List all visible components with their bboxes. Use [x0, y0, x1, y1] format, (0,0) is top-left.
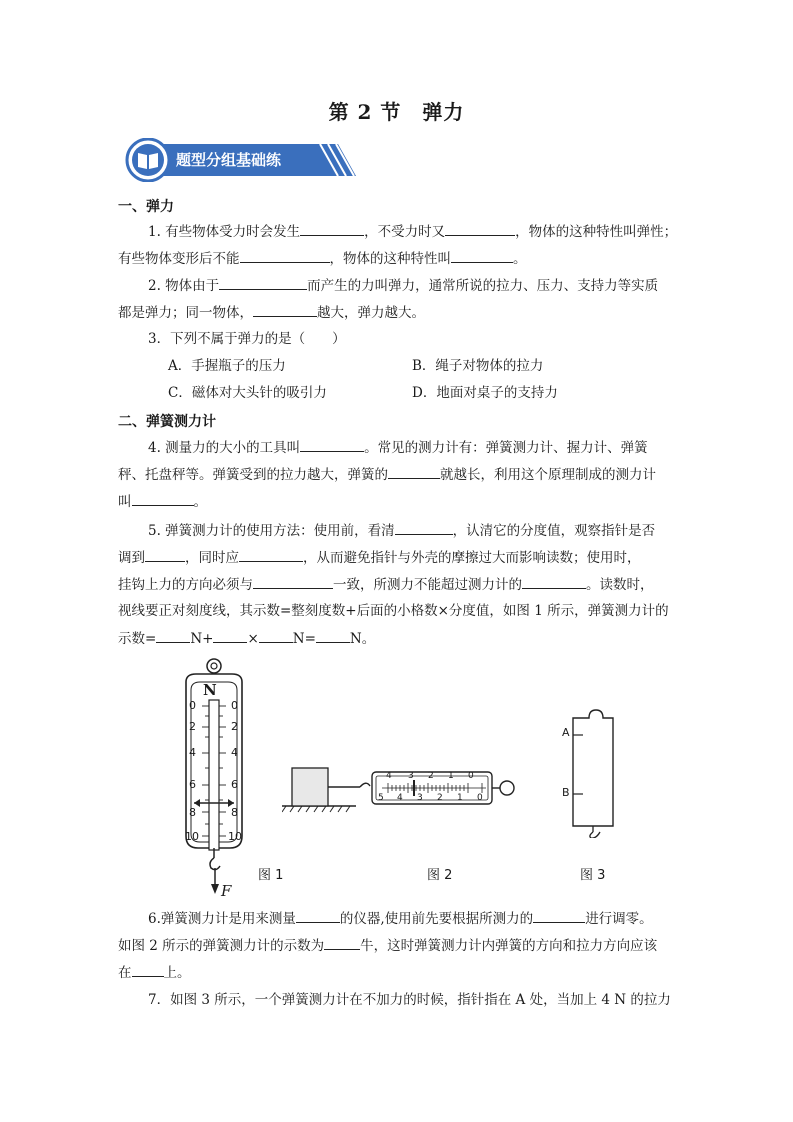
q2-blank-1[interactable]	[219, 275, 307, 290]
fig1-tick-left-10: 10	[185, 830, 199, 843]
q1-blank-2[interactable]	[445, 221, 515, 236]
book-icon	[136, 149, 160, 171]
q5-text-n: N。	[349, 631, 376, 647]
q6-blank-3[interactable]	[324, 935, 360, 950]
q5-text-h: 。读数时，	[586, 577, 654, 593]
q3-option-b[interactable]: B．绳子对物体的拉力	[412, 358, 544, 374]
q5-blank-2[interactable]	[145, 547, 185, 562]
q2-text-c: 都是弹力；同一物体，	[118, 305, 253, 321]
q5-blank-8[interactable]	[259, 628, 293, 643]
q4-text-c: 秤、托盘秤等。弹簧受到的拉力越大，弹簧的	[118, 467, 388, 483]
fig1-caption: 图 1	[258, 868, 284, 883]
q6-text-g: 上。	[163, 965, 191, 981]
question-4-line-1	[148, 437, 648, 458]
q5-text-b: ，认清它的分度值，观察指针是否	[452, 523, 656, 539]
q2-text-b: 而产生的力叫弹力，通常所说的拉力、压力、支持力等实质	[307, 278, 659, 294]
q5-text-d: ，同时应	[185, 550, 239, 566]
question-5-line-1	[148, 520, 655, 541]
fig1-tick-left-0: 0	[189, 699, 196, 712]
q6-blank-4[interactable]	[132, 962, 164, 977]
q5-blank-9[interactable]	[316, 628, 350, 643]
fig3-label-b: B	[562, 786, 570, 799]
fig1-tick-left-6: 6	[189, 778, 196, 791]
q5-blank-1[interactable]	[395, 520, 453, 535]
q5-blank-6[interactable]	[156, 628, 190, 643]
q5-text-m: N=	[292, 631, 316, 647]
q4-text-f: 。	[193, 494, 207, 510]
question-5-line-4: 视线要正对刻度线，其示数=整刻度数+后面的小格数×分度值，如图 1 所示，弹簧测力计的	[118, 603, 669, 619]
fig1-tick-left-4: 4	[189, 746, 196, 759]
q1-text-e: ，物体的这种特性叫	[329, 251, 451, 267]
q5-text-c: 调到	[118, 550, 145, 566]
q1-blank-4[interactable]	[451, 248, 513, 263]
fig1-tick-left-2: 2	[189, 720, 196, 733]
q1-blank-1[interactable]	[300, 221, 364, 236]
question-1-line-1	[148, 221, 677, 242]
q5-text-k: N+	[190, 631, 214, 647]
q5-text-a: 5. 弹簧测力计的使用方法：使用前，看清	[148, 523, 395, 539]
q1-text-a: 1. 有些物体受力时会发生	[148, 224, 301, 240]
q6-text-a: 6.弹簧测力计是用来测量	[148, 911, 296, 927]
question-3-stem: 3．下列不属于弹力的是（ ）	[148, 331, 346, 347]
question-6-line-1	[148, 908, 653, 929]
q4-text-d: 就越长，利用这个原理制成的测力计	[440, 467, 656, 483]
fig2-tick-top-0: 0	[468, 771, 474, 781]
figure-2-horizontal-scale	[282, 760, 518, 816]
fig1-tick-right-0: 0	[231, 699, 238, 712]
q1-text-d: 有些物体变形后不能	[118, 251, 240, 267]
q4-text-a: 4. 测量力的大小的工具叫	[148, 440, 301, 456]
fig3-label-a: A	[562, 726, 570, 739]
fig1-tick-left-8: 8	[189, 806, 196, 819]
fig2-tick-top-4: 4	[386, 771, 392, 781]
q5-blank-5[interactable]	[522, 574, 586, 589]
q6-blank-2[interactable]	[533, 908, 585, 923]
q4-text-b: 。常见的测力计有：弹簧测力计、握力计、弹簧	[364, 440, 648, 456]
fig1-tick-right-8: 8	[231, 806, 238, 819]
q1-text-b: ，不受力时又	[364, 224, 446, 240]
fig2-tick-bottom-0: 0	[477, 793, 483, 803]
q6-text-e: 牛，这时弹簧测力计内弹簧的方向和拉力方向应该	[360, 938, 658, 954]
fig2-tick-bottom-4: 4	[397, 793, 403, 803]
q5-text-l: ×	[247, 631, 259, 647]
fig2-tick-bottom-5: 5	[378, 793, 384, 803]
q4-blank-1[interactable]	[300, 437, 364, 452]
fig1-tick-right-6: 6	[231, 778, 238, 791]
question-4-line-2	[118, 464, 656, 485]
q3-option-a[interactable]: A．手握瓶子的压力	[168, 358, 286, 374]
q4-text-e: 叫	[118, 494, 132, 510]
fig2-tick-top-3: 3	[408, 771, 414, 781]
fig2-tick-top-2: 2	[428, 771, 434, 781]
q5-blank-7[interactable]	[213, 628, 247, 643]
fig2-caption: 图 2	[427, 868, 453, 883]
q5-blank-4[interactable]	[253, 574, 333, 589]
q6-text-c: 进行调零。	[585, 911, 653, 927]
question-2-line-2	[118, 302, 425, 323]
question-5-line-5	[118, 628, 375, 649]
fig2-tick-top-1: 1	[448, 771, 454, 781]
section-heading-spring-scale: 二、弹簧测力计	[118, 414, 216, 430]
question-6-line-2	[118, 935, 657, 956]
q3-option-c[interactable]: C．磁体对大头针的吸引力	[168, 385, 327, 401]
q3-option-d[interactable]: D．地面对桌子的支持力	[412, 385, 558, 401]
question-1-line-2	[118, 248, 527, 269]
q6-text-f: 在	[118, 965, 132, 981]
q6-text-b: 的仪器,使用前先要根据所测力的	[339, 911, 534, 927]
q4-blank-3[interactable]	[132, 491, 194, 506]
fig1-tick-right-4: 4	[231, 746, 238, 759]
q6-blank-1[interactable]	[296, 908, 340, 923]
question-7-line-1: 7．如图 3 所示，一个弹簧测力计在不加力的时候，指针指在 A 处，当加上 4 N 的拉力	[148, 992, 671, 1008]
q5-text-j: 示数=	[118, 631, 157, 647]
q5-text-g: 一致，所测力不能超过测力计的	[333, 577, 522, 593]
q1-text-c: ，物体的这种特性叫弹性；	[515, 224, 678, 240]
q1-blank-3[interactable]	[240, 248, 330, 263]
q4-blank-2[interactable]	[388, 464, 440, 479]
q2-blank-2[interactable]	[253, 302, 317, 317]
q5-text-e: ，从而避免指针与外壳的摩擦过大而影响读数；使用时，	[303, 550, 641, 566]
fig2-tick-bottom-1: 1	[457, 793, 463, 803]
q1-text-f: 。	[513, 251, 527, 267]
question-6-line-3	[118, 962, 191, 983]
q2-text-d: 越大，弹力越大。	[317, 305, 425, 321]
q2-text-a: 2. 物体由于	[148, 278, 220, 294]
banner-label: 题型分组基础练	[176, 151, 282, 169]
fig3-caption: 图 3	[580, 868, 606, 883]
fig1-force-label: F	[221, 882, 232, 900]
fig1-tick-right-10: 10	[228, 830, 242, 843]
page-title: 第 2 节 弹力	[328, 100, 465, 124]
q5-blank-3[interactable]	[239, 547, 303, 562]
fig1-unit-label: N	[203, 681, 217, 699]
fig2-tick-bottom-3: 3	[417, 793, 423, 803]
question-2-line-1	[148, 275, 658, 296]
section-heading-elasticity: 一、弹力	[118, 199, 174, 215]
fig2-tick-bottom-2: 2	[437, 793, 443, 803]
q6-text-d: 如图 2 所示的弹簧测力计的示数为	[118, 938, 325, 954]
question-5-line-3	[118, 574, 654, 595]
fig1-tick-right-2: 2	[231, 720, 238, 733]
question-4-line-3	[118, 491, 207, 512]
q5-text-f: 挂钩上力的方向必须与	[118, 577, 253, 593]
question-5-line-2	[118, 547, 641, 568]
